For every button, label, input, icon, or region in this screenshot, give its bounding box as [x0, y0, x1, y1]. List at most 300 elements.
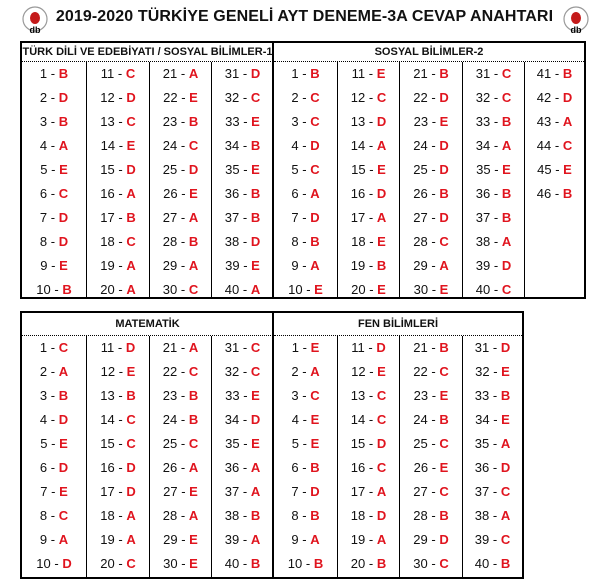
question-number: 11 -	[351, 340, 377, 355]
answer-letter: C	[126, 412, 136, 427]
answer-letter: E	[251, 258, 260, 273]
question-number: 19 -	[350, 258, 377, 273]
answer-item	[150, 158, 211, 182]
question-number: 21 -	[413, 340, 440, 355]
answer-column	[211, 62, 273, 297]
question-number: 15 -	[351, 162, 378, 177]
answer-letter: B	[58, 66, 69, 81]
answer-letter: B	[250, 210, 261, 225]
answer-item	[338, 110, 399, 134]
answer-item	[212, 384, 273, 408]
answer-item	[212, 552, 273, 576]
question-number: 24 -	[413, 138, 440, 153]
question-number: 26 -	[413, 460, 440, 475]
answer-letter: A	[500, 508, 511, 523]
question-number: 4 -	[39, 412, 59, 427]
answer-letter: A	[126, 508, 136, 523]
question-number: 37 -	[475, 210, 502, 225]
question-number: 15 -	[350, 436, 377, 451]
question-number: 16 -	[100, 186, 127, 201]
answer-letter: B	[500, 556, 511, 571]
question-number: 1 -	[291, 340, 311, 355]
question-number: 36 -	[474, 460, 501, 475]
answer-letter: D	[439, 90, 449, 105]
answer-letter: A	[500, 436, 511, 451]
question-number: 26 -	[413, 186, 440, 201]
answer-item	[22, 254, 86, 278]
question-number: 9 -	[291, 258, 311, 273]
question-number: 24 -	[162, 138, 189, 153]
question-number: 21 -	[413, 66, 440, 81]
answer-letter: E	[189, 484, 198, 499]
answer-letter: A	[310, 186, 320, 201]
question-number: 4 -	[291, 138, 311, 153]
answer-letter: E	[310, 340, 320, 355]
question-number: 1 -	[39, 66, 59, 81]
question-number: 5 -	[40, 162, 60, 177]
answer-letter: D	[500, 340, 511, 355]
question-number: 22 -	[162, 364, 189, 379]
answer-item	[22, 86, 86, 110]
question-number: 46 -	[536, 186, 563, 201]
answer-letter: B	[188, 234, 199, 249]
answer-letter: B	[501, 210, 512, 225]
question-number: 11 -	[100, 340, 126, 355]
question-number: 40 -	[224, 282, 251, 297]
question-number: 10 -	[36, 282, 63, 297]
answer-item	[22, 528, 86, 552]
answer-item	[212, 432, 273, 456]
answer-letter: B	[439, 412, 449, 427]
question-number: 17 -	[100, 210, 127, 225]
answer-letter: E	[314, 282, 323, 297]
section-matematik	[22, 313, 273, 577]
question-number: 33 -	[225, 388, 252, 403]
answer-letter: A	[501, 138, 512, 153]
answer-column	[149, 336, 211, 577]
question-number: 6 -	[39, 460, 59, 475]
answer-item	[338, 408, 399, 432]
question-number: 34 -	[475, 412, 502, 427]
answer-item	[274, 230, 337, 254]
answer-letter: D	[376, 114, 387, 129]
answer-letter: A	[562, 114, 573, 129]
answer-column	[524, 62, 584, 297]
question-number: 39 -	[474, 532, 501, 547]
answer-letter: B	[439, 340, 449, 355]
answer-item	[338, 456, 399, 480]
answer-item	[463, 134, 524, 158]
answer-letter: B	[313, 556, 324, 571]
question-number: 25 -	[413, 162, 440, 177]
answer-item	[22, 384, 86, 408]
answer-item	[212, 456, 273, 480]
answer-column	[462, 336, 522, 577]
answer-letter: D	[250, 234, 261, 249]
question-number: 8 -	[291, 234, 311, 249]
answer-letter: D	[126, 162, 136, 177]
answer-letter: D	[58, 90, 69, 105]
answer-item	[87, 552, 149, 576]
question-number: 35 -	[225, 436, 252, 451]
answer-item	[87, 528, 149, 552]
answer-item	[87, 206, 149, 230]
question-number: 12 -	[100, 364, 127, 379]
answer-letter: D	[439, 162, 449, 177]
question-number: 32 -	[224, 364, 251, 379]
question-number: 40 -	[224, 556, 251, 571]
question-number: 10 -	[288, 282, 315, 297]
question-number: 24 -	[413, 412, 440, 427]
question-number: 34 -	[475, 138, 502, 153]
answer-item	[274, 480, 337, 504]
question-number: 8 -	[39, 508, 59, 523]
answer-letter: D	[188, 162, 199, 177]
question-number: 30 -	[413, 282, 440, 297]
question-number: 38 -	[475, 234, 502, 249]
question-number: 27 -	[162, 210, 189, 225]
answer-letter: C	[376, 412, 387, 427]
section-sosyal-2	[274, 43, 584, 297]
question-number: 7 -	[40, 484, 60, 499]
answer-item	[212, 206, 273, 230]
answer-item	[150, 86, 211, 110]
answer-letter: D	[376, 186, 387, 201]
question-number: 37 -	[224, 484, 251, 499]
answer-item	[400, 456, 462, 480]
section-header: TÜRK DİLİ VE EDEBİYATI / SOSYAL BİLİMLER-1	[22, 43, 273, 62]
answer-letter: B	[250, 556, 261, 571]
question-number: 21 -	[162, 340, 189, 355]
answer-item	[338, 552, 399, 576]
question-number: 27 -	[413, 484, 440, 499]
answer-item	[274, 384, 337, 408]
answer-item	[22, 552, 86, 576]
answer-item	[338, 432, 399, 456]
answer-item	[463, 504, 522, 528]
answer-item	[212, 86, 273, 110]
answer-item	[22, 110, 86, 134]
answer-letter: E	[189, 90, 198, 105]
answer-item	[463, 278, 524, 302]
answer-item	[87, 504, 149, 528]
answer-item	[274, 110, 337, 134]
question-number: 2 -	[39, 90, 59, 105]
answer-item	[150, 230, 211, 254]
question-number: 10 -	[36, 556, 63, 571]
answer-letter: C	[439, 364, 449, 379]
answer-letter: D	[376, 508, 387, 523]
answer-item	[463, 158, 524, 182]
answer-letter: A	[126, 282, 136, 297]
question-number: 32 -	[475, 364, 502, 379]
answer-item	[338, 62, 399, 86]
answer-letter: A	[126, 532, 136, 547]
answer-letter: B	[439, 186, 449, 201]
answer-letter: C	[439, 484, 449, 499]
question-number: 13 -	[350, 388, 377, 403]
answer-letter: C	[376, 90, 387, 105]
answer-item	[338, 254, 399, 278]
answer-letter: B	[376, 556, 387, 571]
answer-letter: E	[377, 282, 386, 297]
question-number: 27 -	[413, 210, 440, 225]
answer-letter: E	[377, 162, 386, 177]
question-number: 3 -	[39, 388, 59, 403]
svg-text:db: db	[570, 25, 582, 35]
answer-item	[212, 62, 273, 86]
answer-letter: D	[58, 234, 69, 249]
question-number: 36 -	[475, 186, 502, 201]
answer-letter: C	[58, 340, 69, 355]
answer-item	[212, 408, 273, 432]
question-number: 31 -	[474, 340, 501, 355]
answer-item	[338, 384, 399, 408]
question-number: 28 -	[413, 234, 440, 249]
answer-letter: E	[376, 66, 386, 81]
answer-item	[22, 158, 86, 182]
question-number: 1 -	[291, 66, 311, 81]
question-number: 16 -	[350, 460, 377, 475]
answer-item	[274, 86, 337, 110]
answer-item	[150, 408, 211, 432]
answer-column	[274, 336, 337, 577]
section-turk-dili-sosyal-1	[22, 43, 273, 297]
question-number: 30 -	[162, 282, 189, 297]
answer-letter: B	[500, 388, 511, 403]
answer-item	[212, 336, 273, 360]
answer-item	[338, 504, 399, 528]
answer-item	[400, 62, 462, 86]
answer-item	[22, 360, 86, 384]
answer-letter: D	[310, 210, 320, 225]
answer-item	[87, 408, 149, 432]
answer-letter: C	[188, 364, 199, 379]
answer-item	[87, 86, 149, 110]
answer-item	[400, 360, 462, 384]
answer-letter: E	[189, 556, 198, 571]
answer-letter: E	[59, 436, 68, 451]
question-number: 27 -	[163, 484, 190, 499]
answer-letter: A	[58, 532, 69, 547]
question-number: 29 -	[413, 532, 440, 547]
answer-letter: E	[189, 532, 198, 547]
question-number: 19 -	[100, 532, 127, 547]
question-number: 14 -	[100, 412, 127, 427]
answer-letter: E	[439, 460, 449, 475]
answer-item	[87, 230, 149, 254]
answer-letter: C	[501, 282, 512, 297]
question-number: 7 -	[291, 210, 311, 225]
question-number: 17 -	[350, 210, 377, 225]
answer-letter: A	[188, 66, 199, 81]
answer-letter: C	[188, 436, 199, 451]
answer-letter: D	[58, 460, 69, 475]
question-number: 7 -	[39, 210, 59, 225]
answer-letter: A	[188, 460, 199, 475]
answer-letter: E	[251, 114, 260, 129]
answer-letter: E	[377, 364, 386, 379]
answer-letter: E	[377, 234, 386, 249]
answer-item	[22, 62, 86, 86]
answer-letter: D	[126, 90, 136, 105]
answer-item	[274, 206, 337, 230]
answer-item	[274, 62, 337, 86]
section-header: MATEMATİK	[22, 313, 273, 336]
answer-letter: A	[188, 258, 199, 273]
answer-item	[400, 278, 462, 302]
question-number: 22 -	[163, 90, 190, 105]
answer-letter: A	[188, 340, 199, 355]
question-number: 4 -	[291, 412, 311, 427]
answer-item	[463, 110, 524, 134]
answer-letter: E	[59, 162, 68, 177]
question-number: 34 -	[224, 138, 251, 153]
answer-item	[22, 480, 86, 504]
answer-item	[150, 278, 211, 302]
answer-item	[463, 62, 524, 86]
question-number: 38 -	[224, 508, 251, 523]
question-number: 7 -	[291, 484, 311, 499]
answer-letter: C	[126, 114, 136, 129]
answer-letter: C	[188, 138, 199, 153]
answer-letter: D	[58, 412, 69, 427]
answer-item	[87, 456, 149, 480]
answer-letter: B	[188, 114, 199, 129]
answer-column	[462, 62, 524, 297]
answer-letter: A	[126, 258, 136, 273]
answer-item	[22, 206, 86, 230]
answer-column	[399, 62, 462, 297]
answer-column	[149, 62, 211, 297]
answer-item	[525, 86, 584, 110]
answer-letter: B	[310, 460, 320, 475]
question-number: 9 -	[291, 532, 311, 547]
question-number: 8 -	[291, 508, 311, 523]
answer-item	[87, 134, 149, 158]
answer-item	[463, 182, 524, 206]
answer-letter: D	[439, 210, 449, 225]
answer-item	[22, 134, 86, 158]
answer-column	[22, 62, 86, 297]
question-number: 15 -	[100, 436, 127, 451]
answer-letter: D	[126, 484, 136, 499]
question-number: 36 -	[224, 186, 251, 201]
answer-letter: C	[439, 556, 449, 571]
answer-item	[212, 110, 273, 134]
answer-letter: A	[501, 234, 512, 249]
answer-item	[400, 504, 462, 528]
question-number: 9 -	[40, 258, 60, 273]
answer-column	[274, 62, 337, 297]
answer-letter: D	[310, 484, 320, 499]
answer-letter: E	[189, 186, 198, 201]
question-number: 2 -	[39, 364, 59, 379]
answer-letter: B	[58, 388, 69, 403]
question-number: 40 -	[475, 282, 502, 297]
answer-item	[274, 254, 337, 278]
answer-item	[400, 86, 462, 110]
answer-item	[338, 528, 399, 552]
question-number: 5 -	[40, 436, 60, 451]
answer-letter: A	[376, 532, 387, 547]
question-number: 37 -	[474, 484, 501, 499]
answer-item	[150, 134, 211, 158]
answer-item	[525, 134, 584, 158]
question-number: 6 -	[291, 186, 311, 201]
answer-letter: E	[251, 388, 260, 403]
question-number: 45 -	[537, 162, 564, 177]
answer-letter: B	[250, 508, 261, 523]
question-number: 39 -	[475, 258, 502, 273]
answer-item	[274, 504, 337, 528]
answer-letter: E	[59, 258, 68, 273]
question-number: 9 -	[39, 532, 59, 547]
answer-column	[86, 62, 149, 297]
answer-table-bottom	[20, 311, 524, 579]
question-number: 20 -	[351, 282, 378, 297]
answer-item	[22, 408, 86, 432]
answer-item	[150, 528, 211, 552]
answer-letter: C	[439, 234, 449, 249]
question-number: 17 -	[100, 484, 127, 499]
question-number: 33 -	[475, 114, 502, 129]
question-number: 41 -	[536, 66, 563, 81]
answer-item	[212, 360, 273, 384]
question-number: 5 -	[291, 436, 311, 451]
answer-item	[87, 336, 149, 360]
answer-item	[463, 206, 524, 230]
answer-letter: D	[125, 340, 136, 355]
logo-right	[563, 6, 589, 36]
question-number: 20 -	[350, 556, 377, 571]
question-number: 23 -	[413, 114, 440, 129]
answer-item	[22, 182, 86, 206]
answer-letter: B	[310, 234, 320, 249]
answer-item	[150, 552, 211, 576]
question-number: 15 -	[100, 162, 127, 177]
svg-text:db: db	[29, 25, 41, 35]
answer-item	[400, 182, 462, 206]
question-number: 42 -	[536, 90, 563, 105]
answer-letter: B	[501, 114, 512, 129]
question-number: 11 -	[351, 66, 377, 81]
answer-letter: E	[439, 282, 449, 297]
answer-item	[338, 134, 399, 158]
section-fen-bilimleri	[274, 313, 522, 577]
question-number: 28 -	[413, 508, 440, 523]
answer-letter: D	[376, 436, 387, 451]
answer-item	[274, 158, 337, 182]
question-number: 37 -	[224, 210, 251, 225]
answer-item	[87, 182, 149, 206]
answer-letter: A	[250, 532, 261, 547]
question-number: 32 -	[475, 90, 502, 105]
question-number: 18 -	[100, 234, 127, 249]
answer-letter: C	[376, 460, 387, 475]
answer-letter: D	[501, 258, 512, 273]
question-number: 5 -	[291, 162, 311, 177]
answer-letter: B	[310, 66, 320, 81]
question-number: 12 -	[350, 90, 377, 105]
answer-letter: C	[500, 532, 511, 547]
answer-table-top	[20, 41, 586, 299]
question-number: 30 -	[413, 556, 440, 571]
answer-item	[212, 134, 273, 158]
answer-column	[22, 336, 86, 577]
question-number: 4 -	[39, 138, 59, 153]
answer-item	[22, 456, 86, 480]
